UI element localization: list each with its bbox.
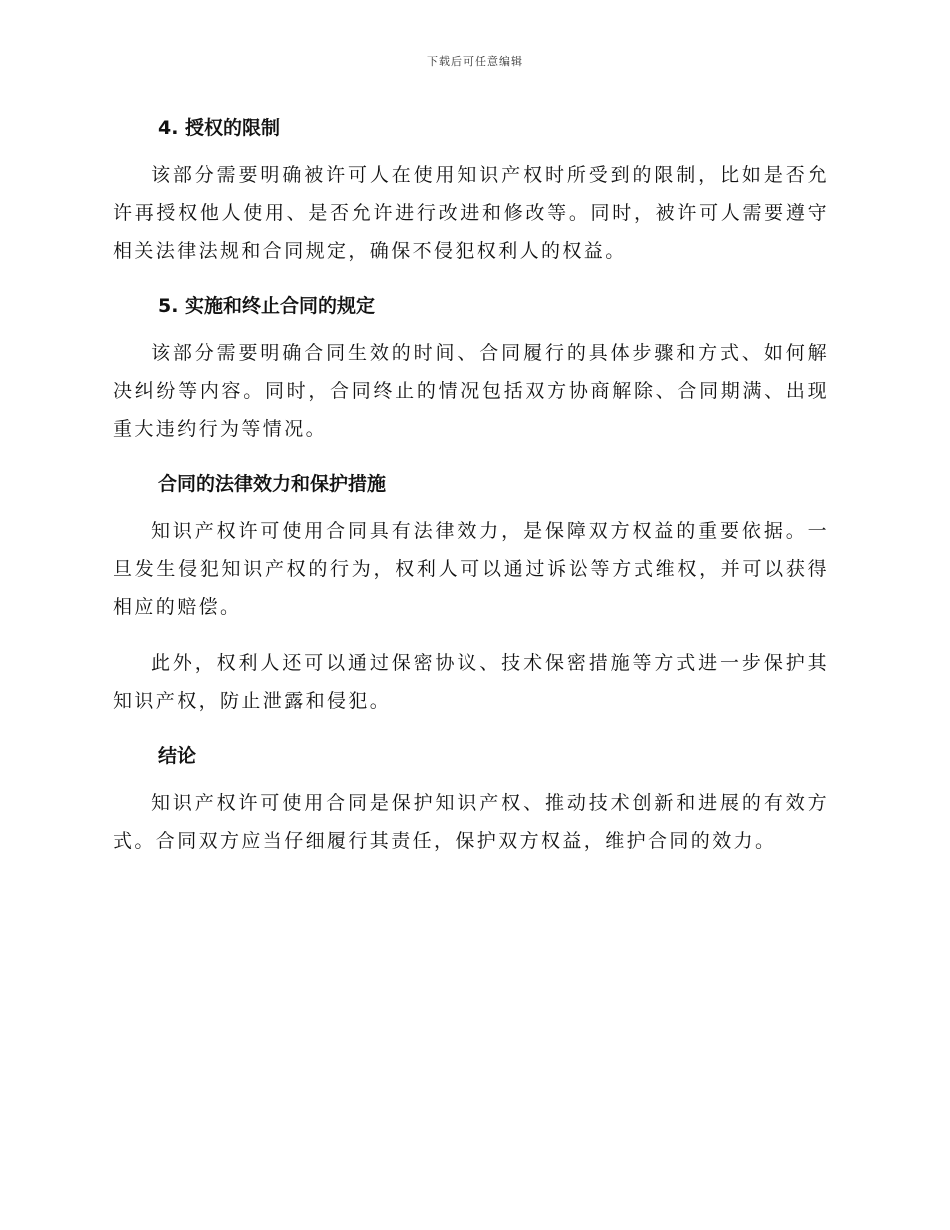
paragraph: 该部分需要明确合同生效的时间、合同履行的具体步骤和方式、如何解决纠纷等内容。同时，合同终止的情况包括双方协商解除、合同期满、出现重大违约行为等情况。 (113, 342, 829, 440)
section-heading: 合同的法律效力和保护措施 (158, 473, 387, 495)
section-heading: 5. 实施和终止合同的规定 (158, 295, 376, 317)
section-heading: 结论 (158, 745, 197, 767)
section-authorization-limits (113, 110, 829, 270)
page-header: 下载后可任意编辑 (427, 55, 523, 68)
paragraph: 知识产权许可使用合同具有法律效力，是保障双方权益的重要依据。一旦发生侵犯知识产权的行为，权利人可以通过诉讼等方式维权，并可以获得相应的赔偿。 (113, 520, 829, 618)
paragraph: 该部分需要明确被许可人在使用知识产权时所受到的限制，比如是否允许再授权他人使用、是否允许进行改进和修改等。同时，被许可人需要遵守相关法律法规和合同规定，确保不侵犯权利人的权益。 (113, 164, 829, 262)
section-heading: 4. 授权的限制 (158, 117, 281, 139)
document-body (113, 110, 829, 860)
section-legal-effect (113, 466, 829, 720)
section-conclusion (113, 738, 829, 860)
paragraph: 此外，权利人还可以通过保密协议、技术保密措施等方式进一步保护其知识产权，防止泄露和侵犯。 (113, 652, 829, 712)
paragraph: 知识产权许可使用合同是保护知识产权、推动技术创新和进展的有效方式。合同双方应当仔细履行其责任，保护双方权益，维护合同的效力。 (113, 792, 829, 852)
section-implementation-termination (113, 288, 829, 448)
